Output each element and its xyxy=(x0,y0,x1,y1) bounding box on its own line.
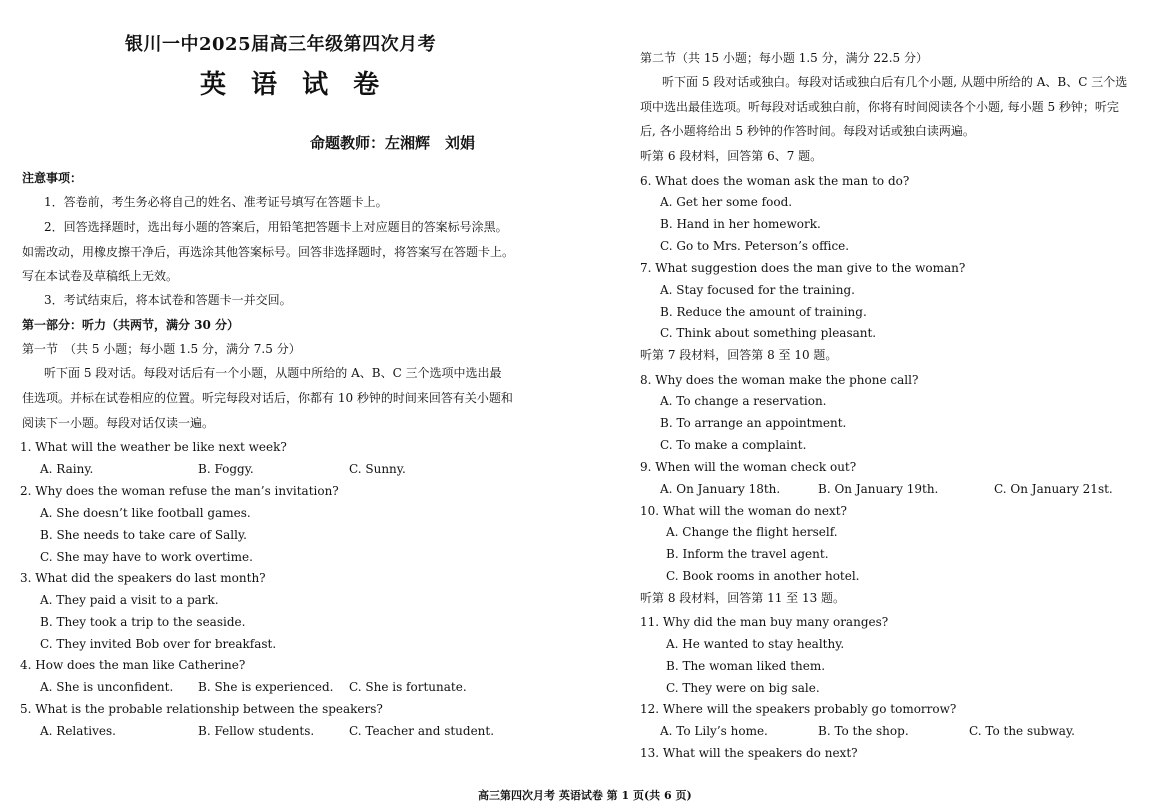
q9-option-b: B. On January 19th. xyxy=(818,482,939,496)
q1-option-b: B. Foggy. xyxy=(198,462,254,476)
q12-option-a: A. To Lily’s home. xyxy=(660,724,768,738)
section1-heading: 第一节 （共 5 小题；每小题 1.5 分，满分 7.5 分） xyxy=(22,342,301,356)
material-7-instruction: 听第 7 段材料，回答第 8 至 10 题。 xyxy=(640,348,838,362)
teachers-names: 左湘辉 刘娟 xyxy=(385,134,476,152)
q8-option-a: A. To change a reservation. xyxy=(660,394,827,408)
q4-option-c: C. She is fortunate. xyxy=(349,680,467,694)
q11-option-a: A. He wanted to stay healthy. xyxy=(666,637,845,651)
q11-stem: 11. Why did the man buy many oranges? xyxy=(640,615,889,629)
q11-option-c: C. They were on big sale. xyxy=(666,681,820,695)
q10-stem: 10. What will the woman do next? xyxy=(640,504,847,518)
q1-option-c: C. Sunny. xyxy=(349,462,406,476)
q2-stem: 2. Why does the woman refuse the man’s invitation? xyxy=(20,484,339,498)
q4-option-a: A. She is unconfident. xyxy=(40,680,174,694)
q8-stem: 8. Why does the woman make the phone call? xyxy=(640,373,919,387)
notes-item-2-line-3: 写在本试卷及草稿纸上无效。 xyxy=(22,269,179,283)
notes-heading: 注意事项： xyxy=(22,171,83,185)
q10-option-a: A. Change the flight herself. xyxy=(666,525,838,539)
q2-option-b: B. She needs to take care of Sally. xyxy=(40,528,247,542)
q3-option-c: C. They invited Bob over for breakfast. xyxy=(40,637,277,651)
section2-heading: 第二节（共 15 小题；每小题 1.5 分，满分 22.5 分） xyxy=(640,51,928,65)
q8-option-b: B. To arrange an appointment. xyxy=(660,416,847,430)
q2-option-c: C. She may have to work overtime. xyxy=(40,550,253,564)
q7-option-b: B. Reduce the amount of training. xyxy=(660,305,867,319)
section1-intro-line-2: 佳选项。并标在试卷相应的位置。听完每段对话后，你都有 10 秒钟的时间来回答有关小题和 xyxy=(22,391,513,405)
q9-stem: 9. When will the woman check out? xyxy=(640,460,857,474)
q3-option-b: B. They took a trip to the seaside. xyxy=(40,615,246,629)
section2-intro-line-2: 项中选出最佳选项。听每段对话或独白前，你将有时间阅读各个小题, 每小题 5 秒钟；听完 xyxy=(640,100,1119,114)
q9-option-a: A. On January 18th. xyxy=(660,482,781,496)
material-6-instruction: 听第 6 段材料，回答第 6、7 题。 xyxy=(640,149,823,163)
q2-option-a: A. She doesn’t like football games. xyxy=(40,506,251,520)
notes-item-1: 1．答卷前，考生务必将自己的姓名、准考证号填写在答题卡上。 xyxy=(44,195,388,209)
section2-intro-line-3: 后, 各小题将给出 5 秒钟的作答时间。每段对话或独白读两遍。 xyxy=(640,124,975,138)
q3-stem: 3. What did the speakers do last month? xyxy=(20,571,266,585)
teachers-label: 命题教师： xyxy=(310,134,386,152)
q12-option-c: C. To the subway. xyxy=(969,724,1075,738)
q6-stem: 6. What does the woman ask the man to do? xyxy=(640,174,910,188)
part1-heading: 第一部分：听力（共两节，满分 30 分） xyxy=(22,318,240,332)
q5-option-c: C. Teacher and student. xyxy=(349,724,495,738)
notes-item-2-line-2: 如需改动，用橡皮擦干净后，再选涂其他答案标号。回答非选择题时，将答案写在答题卡上。 xyxy=(22,245,515,259)
q1-stem: 1. What will the weather be like next week? xyxy=(20,440,287,454)
q11-option-b: B. The woman liked them. xyxy=(666,659,826,673)
material-8-instruction: 听第 8 段材料，回答第 11 至 13 题。 xyxy=(640,591,846,605)
q4-option-b: B. She is experienced. xyxy=(198,680,334,694)
q13-stem: 13. What will the speakers do next? xyxy=(640,746,858,760)
q3-option-a: A. They paid a visit to a park. xyxy=(40,593,219,607)
q5-option-b: B. Fellow students. xyxy=(198,724,315,738)
q6-option-a: A. Get her some food. xyxy=(660,195,793,209)
section1-intro-line-1: 听下面 5 段对话。每段对话后有一个小题，从题中所给的 A、B、C 三个选项中选出最 xyxy=(44,366,502,380)
q7-option-c: C. Think about something pleasant. xyxy=(660,326,877,340)
q6-option-b: B. Hand in her homework. xyxy=(660,217,821,231)
q5-stem: 5. What is the probable relationship between the speakers? xyxy=(20,702,383,716)
q12-option-b: B. To the shop. xyxy=(818,724,909,738)
q4-stem: 4. How does the man like Catherine? xyxy=(20,658,246,672)
q10-option-b: B. Inform the travel agent. xyxy=(666,547,829,561)
notes-item-2-line-1: 2．回答选择题时，选出每小题的答案后，用铅笔把答题卡上对应题目的答案标号涂黑。 xyxy=(44,220,508,234)
q1-option-a: A. Rainy. xyxy=(40,462,94,476)
q8-option-c: C. To make a complaint. xyxy=(660,438,807,452)
q9-option-c: C. On January 21st. xyxy=(994,482,1113,496)
teachers-line xyxy=(310,132,475,153)
q6-option-c: C. Go to Mrs. Peterson’s office. xyxy=(660,239,850,253)
section2-intro-line-1: 听下面 5 段对话或独白。每段对话或独白后有几个小题, 从题中所给的 A、B、C 三个选 xyxy=(662,75,1128,89)
q7-stem: 7. What suggestion does the man give to the woman? xyxy=(640,261,966,275)
page-footer: 高三第四次月考 英语试卷 第 1 页(共 6 页) xyxy=(478,789,692,802)
q10-option-c: C. Book rooms in another hotel. xyxy=(666,569,860,583)
q7-option-a: A. Stay focused for the training. xyxy=(660,283,855,297)
notes-item-3: 3．考试结束后，将本试卷和答题卡一并交回。 xyxy=(44,293,292,307)
section1-intro-line-3: 阅读下一小题。每段对话仅读一遍。 xyxy=(22,416,215,430)
subject-title: 英 语 试 卷 xyxy=(200,70,388,100)
q12-stem: 12. Where will the speakers probably go tomorrow? xyxy=(640,702,957,716)
school-title: 银川一中2025届高三年级第四次月考 xyxy=(125,34,437,55)
q5-option-a: A. Relatives. xyxy=(40,724,116,738)
